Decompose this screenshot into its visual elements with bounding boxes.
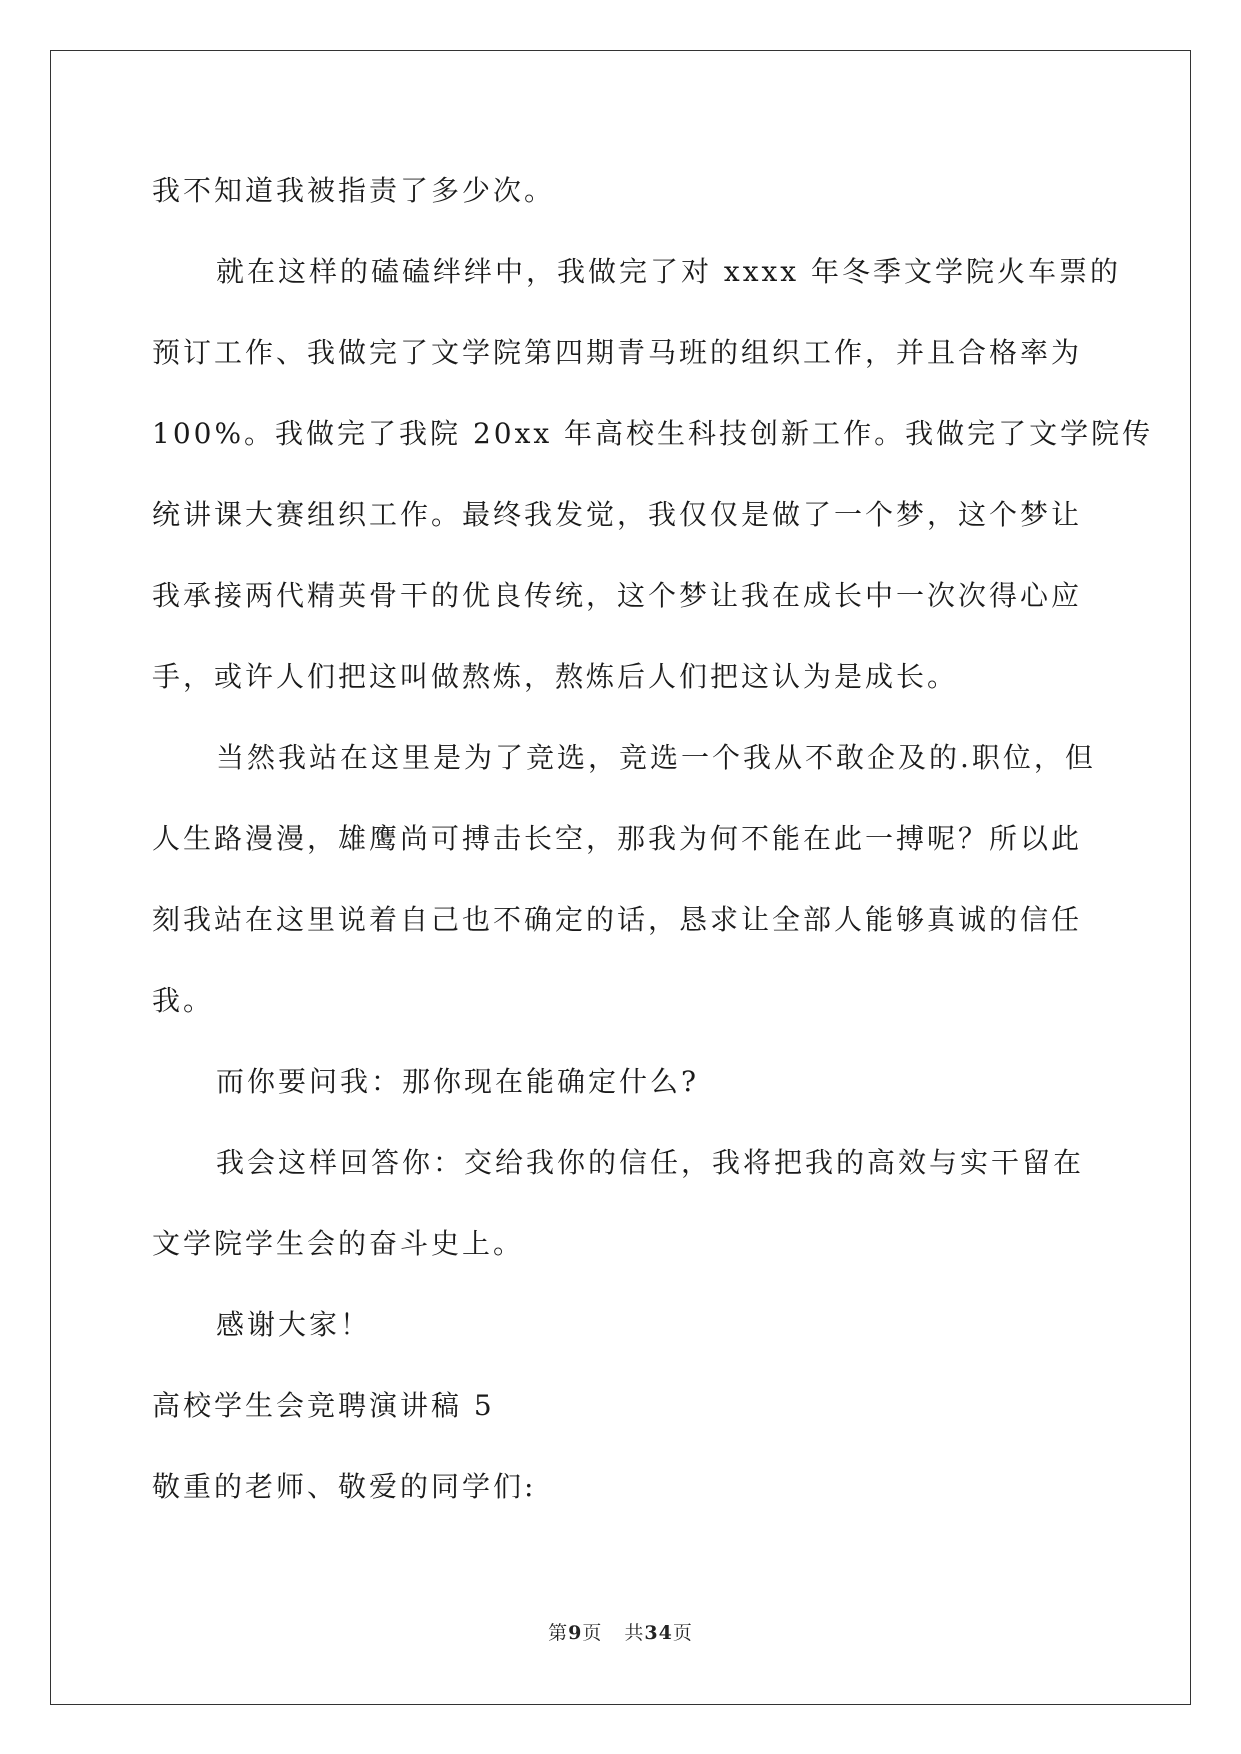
text-line-10: 刻我站在这里说着自己也不确定的话，恳求让全部人能够真诚的信任	[152, 903, 1083, 936]
text-line-13: 我会这样回答你：交给我你的信任，我将把我的高效与实干留在	[216, 1146, 1085, 1179]
text-line-8: 当然我站在这里是为了竞选，竞选一个我从不敢企及的.职位，但	[216, 741, 1096, 774]
text-line-9: 人生路漫漫，雄鹰尚可搏击长空，那我为何不能在此一搏呢？所以此	[152, 822, 1083, 855]
footer-total-prefix: 共	[624, 1622, 645, 1644]
text-line-12: 而你要问我：那你现在能确定什么?	[216, 1065, 700, 1098]
document-body	[152, 150, 1154, 1527]
text-line-3: 预订工作、我做完了文学院第四期青马班的组织工作，并且合格率为	[152, 336, 1083, 369]
total-pages: 34	[644, 1622, 673, 1644]
text-line-14: 文学院学生会的奋斗史上。	[152, 1227, 525, 1260]
page-footer	[0, 1618, 1241, 1645]
text-line-4: 100%。我做完了我院 20xx 年高校生科技创新工作。我做完了文学院传	[152, 417, 1154, 450]
section-heading: 高校学生会竞聘演讲稿 5	[152, 1389, 495, 1422]
text-line-6: 我承接两代精英骨干的优良传统，这个梦让我在成长中一次次得心应	[152, 579, 1083, 612]
footer-total-suffix: 页	[672, 1622, 693, 1644]
text-line-11: 我。	[152, 984, 215, 1017]
text-line-15: 感谢大家！	[216, 1308, 372, 1341]
text-line-7: 手，或许人们把这叫做熬炼，熬炼后人们把这认为是成长。	[152, 660, 959, 693]
page-number: 9	[568, 1622, 583, 1644]
text-line-1: 我不知道我被指责了多少次。	[152, 174, 556, 207]
footer-page-suffix: 页	[582, 1622, 603, 1644]
text-line-2: 就在这样的磕磕绊绊中，我做完了对 xxxx 年冬季文学院火车票的	[216, 255, 1121, 288]
footer-prefix: 第	[548, 1622, 569, 1644]
salutation: 敬重的老师、敬爱的同学们:	[152, 1470, 537, 1503]
text-line-5: 统讲课大赛组织工作。最终我发觉，我仅仅是做了一个梦，这个梦让	[152, 498, 1083, 531]
